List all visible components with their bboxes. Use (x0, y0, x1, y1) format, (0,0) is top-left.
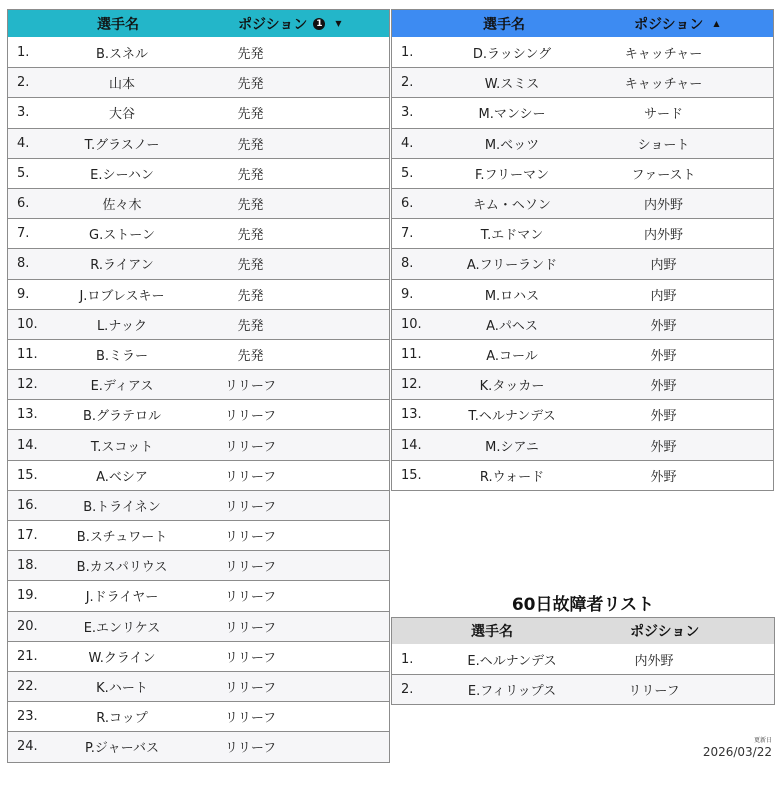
row-number: 2. (401, 75, 414, 91)
table-row (8, 641, 389, 671)
pitchers-table-body (8, 37, 389, 762)
table-row (8, 279, 389, 309)
table-row (8, 671, 389, 701)
row-number: 17. (17, 528, 38, 544)
column-header-position-sort[interactable] (228, 14, 389, 34)
player-position: キャッチャー (624, 77, 703, 93)
player-position: 外野 (650, 439, 677, 455)
table-row (392, 429, 773, 459)
table-row (392, 128, 773, 158)
player-position: 先発 (237, 288, 264, 304)
table-row (8, 339, 389, 369)
player-position: 外野 (650, 409, 677, 425)
row-number: 4. (401, 135, 414, 151)
column-header-player-name[interactable]: 選手名 (97, 16, 139, 33)
player-name: G.ストーン (89, 228, 155, 244)
row-number: 15. (401, 467, 422, 483)
row-number: 9. (401, 286, 414, 302)
player-name: M.ロハス (484, 288, 540, 304)
row-number: 10. (401, 316, 422, 332)
table-row (8, 460, 389, 490)
column-header-position-label: ポジション (238, 16, 308, 33)
column-header-position-sort[interactable] (616, 14, 773, 34)
table-row (392, 674, 774, 704)
position-players-table (391, 9, 774, 491)
player-position: リリーフ (224, 741, 277, 757)
player-name: T.エドマン (480, 228, 544, 244)
player-position: 外野 (650, 469, 677, 485)
row-number: 7. (401, 226, 414, 242)
row-number: 15. (17, 467, 38, 483)
row-number: 6. (17, 196, 30, 212)
player-position: リリーフ (224, 620, 277, 636)
injured-list-table-header (392, 618, 774, 644)
pitchers-table-header (8, 10, 389, 37)
updated-date-block (703, 735, 772, 759)
row-number: 5. (401, 165, 414, 181)
row-number: 16. (17, 497, 38, 513)
table-row (392, 67, 773, 97)
player-name: K.ハート (96, 681, 148, 697)
caret-up-icon: ▲ (713, 19, 720, 28)
player-position: 内外野 (643, 228, 683, 244)
row-number: 12. (401, 377, 422, 393)
player-name: W.クライン (88, 650, 156, 666)
player-name: M.ベッツ (484, 137, 540, 153)
table-row (392, 644, 774, 674)
player-name: E.フィリップス (467, 684, 557, 700)
position-players-table-body (392, 37, 773, 490)
player-position: 先発 (237, 318, 264, 334)
row-number: 18. (17, 558, 38, 574)
table-row (392, 339, 773, 369)
player-position: 内野 (650, 258, 677, 274)
table-row (8, 309, 389, 339)
row-number: 11. (17, 346, 38, 362)
row-number: 4. (17, 135, 30, 151)
table-row (8, 399, 389, 429)
player-name: B.スチュワート (76, 530, 168, 546)
player-position: キャッチャー (624, 46, 703, 62)
row-number: 8. (17, 256, 30, 272)
row-number: 12. (17, 377, 38, 393)
player-name: E.シーハン (90, 167, 154, 183)
player-position: サード (643, 107, 683, 123)
table-row (392, 279, 773, 309)
row-number: 3. (401, 105, 414, 121)
player-position: リリーフ (224, 711, 277, 727)
player-name: T.スコット (90, 439, 154, 455)
table-row (392, 37, 773, 67)
table-row (8, 731, 389, 761)
player-position: リリーフ (224, 499, 277, 515)
table-row (8, 580, 389, 610)
player-name: B.スネル (95, 46, 149, 62)
player-position: 外野 (650, 318, 677, 334)
player-position: リリーフ (224, 469, 277, 485)
row-number: 13. (401, 407, 422, 423)
player-position: リリーフ (224, 409, 277, 425)
row-number: 2. (401, 682, 414, 698)
player-position: リリーフ (224, 650, 277, 666)
row-number: 11. (401, 346, 422, 362)
player-name: R.ライアン (90, 258, 154, 274)
table-row (8, 550, 389, 580)
player-position: リリーフ (224, 560, 277, 576)
table-row (392, 399, 773, 429)
pitchers-table (7, 9, 390, 763)
injured-list-title: 60日故障者リスト (511, 595, 655, 615)
row-number: 3. (17, 105, 30, 121)
player-name: T.グラスノー (84, 137, 160, 153)
table-row (392, 460, 773, 490)
player-name: W.スミス (484, 77, 540, 93)
player-position: 内野 (650, 288, 677, 304)
player-name: A.パヘス (486, 318, 538, 334)
table-row (392, 218, 773, 248)
player-position: 先発 (237, 198, 264, 214)
row-number: 10. (17, 316, 38, 332)
player-name: B.カスパリウス (76, 560, 168, 576)
player-name: B.ミラー (95, 348, 149, 364)
position-players-table-header (392, 10, 773, 37)
player-position: 外野 (650, 348, 677, 364)
player-name: 大谷 (108, 107, 135, 123)
table-row (8, 37, 389, 67)
row-number: 21. (17, 648, 38, 664)
player-name: キム・ヘソン (473, 198, 551, 214)
player-name: E.ヘルナンデス (467, 653, 557, 669)
player-position: ファースト (631, 167, 696, 183)
row-number: 1. (401, 44, 414, 60)
table-row (392, 158, 773, 188)
player-name: M.マンシー (478, 107, 546, 123)
table-row (8, 611, 389, 641)
player-position: 先発 (237, 46, 264, 62)
table-row (8, 97, 389, 127)
player-name: K.タッカー (479, 379, 545, 395)
player-position: リリーフ (224, 681, 277, 697)
table-row (392, 97, 773, 127)
row-number: 22. (17, 679, 38, 695)
row-number: 9. (17, 286, 30, 302)
row-number: 20. (17, 618, 38, 634)
column-header-position[interactable]: ポジション (630, 624, 700, 640)
player-name: J.ドライヤー (85, 590, 159, 606)
row-number: 13. (17, 407, 38, 423)
table-row (392, 369, 773, 399)
player-position: 先発 (237, 137, 264, 153)
player-name: A.ベシア (96, 469, 148, 485)
player-position: 内外野 (643, 198, 683, 214)
player-name: D.ラッシング (472, 46, 552, 62)
player-position: リリーフ (224, 530, 277, 546)
player-position: 外野 (650, 379, 677, 395)
player-name: B.グラテロル (82, 409, 162, 425)
row-number: 2. (17, 75, 30, 91)
row-number: 14. (17, 437, 38, 453)
row-number: 19. (17, 588, 38, 604)
row-number: 6. (401, 196, 414, 212)
player-position: ショート (637, 137, 690, 153)
player-name: R.コップ (96, 711, 148, 727)
row-number: 23. (17, 709, 38, 725)
player-name: J.ロブレスキー (79, 288, 165, 304)
player-position: リリーフ (224, 590, 277, 606)
table-row (8, 490, 389, 520)
row-number: 5. (17, 165, 30, 181)
sort-priority-badge: 1 (313, 18, 325, 30)
table-row (8, 128, 389, 158)
injured-list-table (391, 617, 775, 705)
player-position: 内外野 (634, 653, 674, 669)
column-header-player-name[interactable]: 選手名 (471, 624, 513, 640)
table-row (8, 701, 389, 731)
column-header-position-label: ポジション (634, 16, 704, 33)
player-name: 佐々木 (102, 198, 142, 214)
player-position: リリーフ (224, 439, 277, 455)
player-name: A.フリーランド (466, 258, 558, 274)
table-row (8, 218, 389, 248)
player-position: リリーフ (224, 379, 277, 395)
player-name: R.ウォード (479, 469, 545, 485)
table-row (392, 188, 773, 218)
table-row (8, 369, 389, 399)
table-row (8, 188, 389, 218)
row-number: 14. (401, 437, 422, 453)
table-row (392, 248, 773, 278)
updated-date: 2026/03/22 (702, 745, 772, 759)
player-position: 先発 (237, 77, 264, 93)
updated-label: 更新日 (753, 737, 772, 744)
row-number: 24. (17, 739, 38, 755)
player-name: 山本 (108, 77, 135, 93)
table-row (8, 158, 389, 188)
table-row (8, 67, 389, 97)
row-number: 7. (17, 226, 30, 242)
row-number: 8. (401, 256, 414, 272)
player-position: 先発 (237, 107, 264, 123)
player-position: 先発 (237, 348, 264, 364)
player-name: L.ナック (96, 318, 148, 334)
player-position: 先発 (237, 228, 264, 244)
player-position: 先発 (237, 167, 264, 183)
player-name: E.エンリケス (83, 620, 161, 636)
player-name: M.シアニ (485, 439, 539, 455)
player-name: F.フリーマン (474, 167, 549, 183)
player-position: 先発 (237, 258, 264, 274)
caret-down-icon: ▼ (335, 19, 342, 28)
table-row (392, 309, 773, 339)
injured-list-table-body (392, 644, 774, 704)
player-name: B.トライネン (83, 499, 161, 515)
player-name: P.ジャーバス (84, 741, 160, 757)
player-name: T.ヘルナンデス (468, 409, 556, 425)
table-row (8, 520, 389, 550)
row-number: 1. (17, 44, 30, 60)
table-row (8, 248, 389, 278)
player-position: リリーフ (628, 684, 680, 700)
row-number: 1. (401, 651, 414, 667)
player-name: E.ディアス (90, 379, 154, 395)
column-header-player-name[interactable]: 選手名 (483, 16, 525, 33)
player-name: A.コール (486, 348, 538, 364)
table-row (8, 429, 389, 459)
